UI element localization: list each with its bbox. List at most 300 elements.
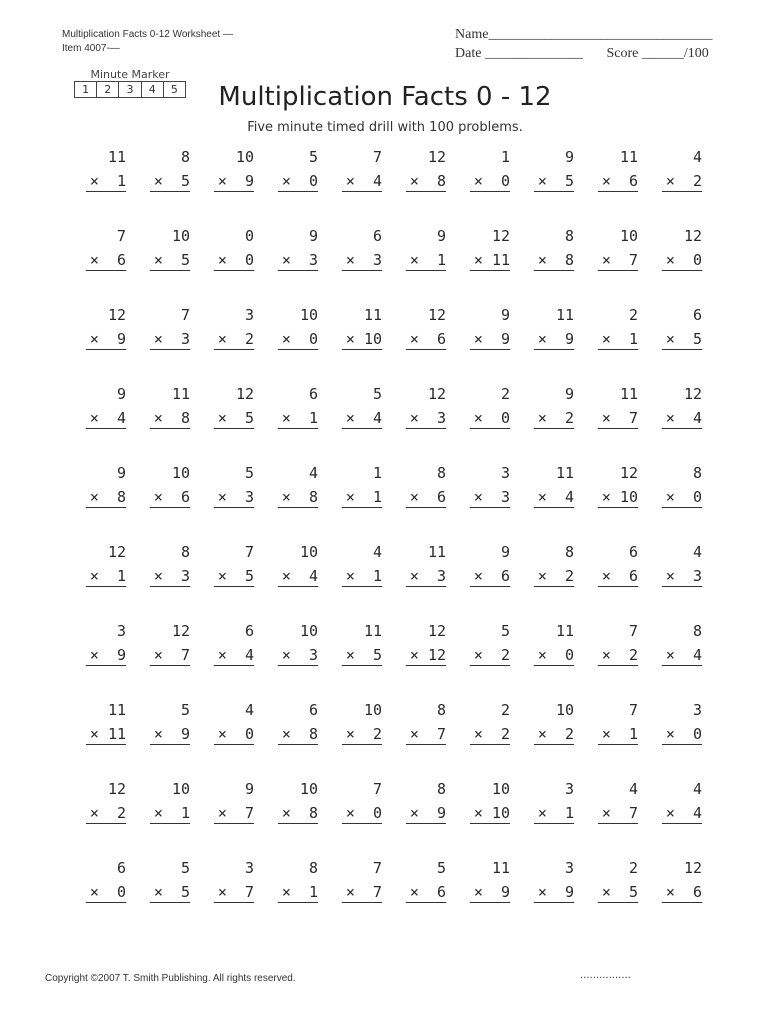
problem: [450, 225, 514, 304]
problem: [130, 462, 194, 541]
minute-marker-label: Minute Marker: [90, 68, 170, 81]
multiplier-value: 6: [628, 567, 638, 585]
multiplier-value: 8: [436, 172, 446, 190]
multiplier: [470, 330, 510, 350]
problem: [258, 541, 322, 620]
multiplicand: 6: [116, 859, 126, 877]
multiplicand: 8: [436, 464, 446, 482]
problem: [66, 778, 130, 857]
multiplier: [406, 883, 446, 903]
problem: [130, 857, 194, 936]
problem: [322, 699, 386, 778]
problem: [130, 225, 194, 304]
multiplier: [662, 804, 702, 824]
multiplicand: 5: [308, 148, 318, 166]
problem: [258, 778, 322, 857]
multiplier-value: 9: [564, 330, 574, 348]
multiplicand: 12: [683, 227, 702, 245]
times-symbol: ×: [153, 646, 163, 664]
multiplier: [406, 725, 446, 745]
times-symbol: ×: [217, 330, 227, 348]
multiplicand: 11: [619, 385, 638, 403]
times-symbol: ×: [409, 409, 419, 427]
times-symbol: ×: [217, 804, 227, 822]
multiplier: [150, 251, 190, 271]
multiplier: [278, 725, 318, 745]
multiplicand: 12: [427, 622, 446, 640]
multiplicand: 8: [180, 148, 190, 166]
multiplier-value: 3: [180, 567, 190, 585]
worksheet-title-line: Multiplication Facts 0-12 Worksheet —: [62, 29, 233, 40]
multiplier-value: 9: [116, 330, 126, 348]
multiplier: [150, 488, 190, 508]
multiplicand: 10: [299, 543, 318, 561]
problem: [642, 383, 706, 462]
multiplier: [278, 172, 318, 192]
times-symbol: ×: [153, 725, 163, 743]
multiplicand: 11: [171, 385, 190, 403]
multiplier: [406, 172, 446, 192]
times-symbol: ×: [281, 330, 291, 348]
times-symbol: ×: [665, 567, 675, 585]
times-symbol: ×: [153, 488, 163, 506]
multiplicand: 1: [372, 464, 382, 482]
times-symbol: ×: [473, 567, 483, 585]
problem: [578, 304, 642, 383]
problem: [258, 620, 322, 699]
problem: [386, 462, 450, 541]
times-symbol: ×: [409, 251, 419, 269]
multiplier: [342, 804, 382, 824]
multiplicand: 12: [107, 780, 126, 798]
multiplier-value: 3: [372, 251, 382, 269]
problem-row: [66, 620, 706, 699]
multiplicand: 6: [372, 227, 382, 245]
multiplicand: 3: [244, 306, 254, 324]
times-symbol: ×: [217, 409, 227, 427]
times-symbol: ×: [89, 646, 99, 664]
problem: [578, 462, 642, 541]
times-symbol: ×: [409, 172, 419, 190]
multiplicand: 5: [244, 464, 254, 482]
name-field[interactable]: ________________________________: [488, 27, 713, 42]
problem: [194, 383, 258, 462]
multiplier-value: 3: [308, 251, 318, 269]
times-symbol: ×: [153, 330, 163, 348]
times-symbol: ×: [537, 725, 547, 743]
multiplier-value: 7: [628, 409, 638, 427]
times-symbol: ×: [217, 883, 227, 901]
date-field[interactable]: ______________: [484, 46, 583, 61]
multiplicand: 11: [491, 859, 510, 877]
minute-box-1[interactable]: 1: [75, 82, 97, 97]
times-symbol: ×: [281, 804, 291, 822]
multiplier-value: 2: [564, 409, 574, 427]
multiplier: [214, 172, 254, 192]
page-title: Multiplication Facts 0 - 12: [218, 82, 552, 112]
multiplier: [534, 409, 574, 429]
multiplier: [86, 567, 126, 587]
multiplier-value: 3: [180, 330, 190, 348]
multiplier-value: 1: [308, 883, 318, 901]
multiplier: [598, 251, 638, 271]
problem: [578, 699, 642, 778]
times-symbol: ×: [665, 488, 675, 506]
problem: [322, 225, 386, 304]
multiplicand: 7: [244, 543, 254, 561]
problem: [642, 304, 706, 383]
times-symbol: ×: [217, 567, 227, 585]
times-symbol: ×: [473, 646, 483, 664]
multiplicand: 10: [619, 227, 638, 245]
problem: [386, 620, 450, 699]
multiplier-value: 9: [244, 172, 254, 190]
multiplicand: 12: [107, 306, 126, 324]
problem: [322, 462, 386, 541]
multiplier: [214, 409, 254, 429]
multiplicand: 5: [180, 859, 190, 877]
multiplicand: 7: [628, 622, 638, 640]
multiplier-value: 6: [628, 172, 638, 190]
multiplier: [662, 725, 702, 745]
multiplicand: 5: [180, 701, 190, 719]
times-symbol: ×: [665, 330, 675, 348]
multiplier: [150, 567, 190, 587]
multiplier: [214, 725, 254, 745]
multiplier-value: 4: [564, 488, 574, 506]
problem: [514, 620, 578, 699]
problem: [258, 225, 322, 304]
multiplicand: 6: [244, 622, 254, 640]
multiplier: [534, 725, 574, 745]
problem-row: [66, 383, 706, 462]
multiplier: [662, 488, 702, 508]
multiplicand: 6: [308, 385, 318, 403]
multiplier-value: 0: [500, 409, 510, 427]
times-symbol: ×: [217, 251, 227, 269]
problem: [642, 541, 706, 620]
times-symbol: ×: [537, 883, 547, 901]
times-symbol: ×: [537, 488, 547, 506]
multiplicand: 10: [171, 780, 190, 798]
multiplier-value: 9: [500, 883, 510, 901]
times-symbol: ×: [281, 409, 291, 427]
problem: [642, 699, 706, 778]
multiplier: [470, 172, 510, 192]
multiplicand: 2: [628, 859, 638, 877]
problem: [450, 541, 514, 620]
times-symbol: ×: [473, 725, 483, 743]
multiplicand: 3: [692, 701, 702, 719]
problem: [194, 699, 258, 778]
multiplicand: 12: [427, 385, 446, 403]
times-symbol: ×: [537, 646, 547, 664]
problem: [514, 146, 578, 225]
multiplier: [342, 488, 382, 508]
problem: [194, 146, 258, 225]
multiplier: [470, 883, 510, 903]
multiplier-value: 5: [180, 251, 190, 269]
times-symbol: ×: [409, 725, 419, 743]
problem: [130, 620, 194, 699]
multiplicand: 10: [171, 227, 190, 245]
times-symbol: ×: [153, 567, 163, 585]
score-field[interactable]: ______/100: [641, 46, 709, 61]
times-symbol: ×: [601, 409, 611, 427]
minute-box-3[interactable]: 3: [119, 82, 141, 97]
multiplicand: 9: [116, 385, 126, 403]
multiplier-value: 4: [692, 409, 702, 427]
times-symbol: ×: [89, 488, 99, 506]
times-symbol: ×: [473, 330, 483, 348]
problem: [578, 146, 642, 225]
multiplier: [86, 804, 126, 824]
problem: [578, 225, 642, 304]
times-symbol: ×: [601, 646, 611, 664]
multiplier-value: 5: [180, 883, 190, 901]
times-symbol: ×: [153, 883, 163, 901]
multiplier: [342, 251, 382, 271]
multiplicand: 4: [372, 543, 382, 561]
times-symbol: ×: [89, 251, 99, 269]
times-symbol: ×: [281, 646, 291, 664]
problem: [194, 620, 258, 699]
times-symbol: ×: [89, 330, 99, 348]
times-symbol: ×: [473, 409, 483, 427]
multiplicand: 10: [171, 464, 190, 482]
multiplicand: 1: [500, 148, 510, 166]
problem: [514, 462, 578, 541]
multiplier-value: 1: [308, 409, 318, 427]
problem: [642, 857, 706, 936]
multiplier: [86, 883, 126, 903]
times-symbol: ×: [345, 567, 355, 585]
multiplier: [662, 567, 702, 587]
times-symbol: ×: [89, 804, 99, 822]
problem: [450, 462, 514, 541]
multiplicand: 11: [363, 306, 382, 324]
multiplier-value: 5: [692, 330, 702, 348]
multiplicand: 8: [180, 543, 190, 561]
multiplier-value: 2: [372, 725, 382, 743]
multiplier: [278, 409, 318, 429]
multiplicand: 3: [244, 859, 254, 877]
multiplier: [406, 567, 446, 587]
multiplicand: 12: [107, 543, 126, 561]
problem: [514, 699, 578, 778]
multiplicand: 5: [500, 622, 510, 640]
multiplicand: 12: [427, 148, 446, 166]
times-symbol: ×: [601, 883, 611, 901]
multiplier-value: 9: [564, 883, 574, 901]
problem: [578, 383, 642, 462]
multiplier: [534, 567, 574, 587]
multiplier: [662, 646, 702, 666]
multiplier: [278, 488, 318, 508]
multiplier: [150, 409, 190, 429]
multiplicand: 11: [107, 701, 126, 719]
multiplier: [534, 883, 574, 903]
multiplier-value: 9: [116, 646, 126, 664]
multiplier: [598, 172, 638, 192]
multiplier-value: 9: [500, 330, 510, 348]
minute-box-5[interactable]: 5: [170, 83, 178, 96]
multiplicand: 4: [244, 701, 254, 719]
times-symbol: ×: [281, 488, 291, 506]
multiplier-value: 0: [692, 251, 702, 269]
multiplicand: 8: [564, 543, 574, 561]
problem: [130, 541, 194, 620]
multiplier-value: 0: [308, 330, 318, 348]
multiplier-value: 2: [244, 330, 254, 348]
times-symbol: ×: [601, 172, 611, 190]
multiplier-value: 2: [500, 646, 510, 664]
multiplier: [662, 330, 702, 350]
problem: [386, 146, 450, 225]
multiplicand: 11: [555, 306, 574, 324]
problem: [514, 778, 578, 857]
problem: [514, 225, 578, 304]
multiplier: [534, 330, 574, 350]
multiplicand: 6: [628, 543, 638, 561]
times-symbol: ×: [345, 488, 355, 506]
problem: [514, 541, 578, 620]
multiplicand: 8: [692, 622, 702, 640]
problem: [322, 778, 386, 857]
times-symbol: ×: [665, 172, 675, 190]
multiplier-value: 8: [308, 488, 318, 506]
multiplicand: 0: [244, 227, 254, 245]
times-symbol: ×: [409, 330, 419, 348]
multiplier: [470, 804, 510, 824]
multiplicand: 10: [363, 701, 382, 719]
times-symbol: ×: [665, 804, 675, 822]
date-score-row: [455, 44, 712, 63]
times-symbol: ×: [281, 567, 291, 585]
multiplier-value: 1: [372, 488, 382, 506]
multiplier-value: 5: [372, 646, 382, 664]
problem-row: [66, 699, 706, 778]
multiplier: [470, 646, 510, 666]
problem: [386, 383, 450, 462]
multiplier-value: 0: [500, 172, 510, 190]
multiplier: [150, 646, 190, 666]
problem: [194, 857, 258, 936]
multiplier: [342, 567, 382, 587]
multiplicand: 4: [692, 780, 702, 798]
multiplier-value: 8: [564, 251, 574, 269]
multiplier: [470, 488, 510, 508]
multiplicand: 7: [628, 701, 638, 719]
date-label: Date: [455, 46, 482, 61]
times-symbol: ×: [345, 172, 355, 190]
problem-row: [66, 146, 706, 225]
times-symbol: ×: [601, 567, 611, 585]
multiplicand: 4: [308, 464, 318, 482]
multiplicand: 6: [692, 306, 702, 324]
student-info: [455, 25, 712, 63]
multiplier: [86, 488, 126, 508]
multiplier: [406, 804, 446, 824]
multiplier-value: 0: [116, 883, 126, 901]
problem: [130, 778, 194, 857]
multiplier-value: 1: [116, 172, 126, 190]
multiplier: [534, 172, 574, 192]
problem: [322, 304, 386, 383]
problem: [258, 857, 322, 936]
problem: [258, 699, 322, 778]
multiplier: [214, 567, 254, 587]
problem: [66, 620, 130, 699]
multiplier-value: 10: [491, 804, 510, 822]
multiplier-value: 4: [372, 409, 382, 427]
times-symbol: ×: [89, 567, 99, 585]
multiplier: [662, 409, 702, 429]
multiplier-value: 4: [116, 409, 126, 427]
multiplier: [598, 567, 638, 587]
multiplier: [470, 725, 510, 745]
multiplicand: 8: [692, 464, 702, 482]
times-symbol: ×: [473, 251, 483, 269]
problem: [194, 541, 258, 620]
multiplier-value: 3: [500, 488, 510, 506]
problem: [514, 383, 578, 462]
times-symbol: ×: [89, 883, 99, 901]
multiplier-value: 8: [308, 725, 318, 743]
multiplier-value: 7: [628, 251, 638, 269]
times-symbol: ×: [409, 804, 419, 822]
multiplicand: 10: [299, 622, 318, 640]
times-symbol: ×: [281, 172, 291, 190]
multiplier: [598, 330, 638, 350]
times-symbol: ×: [537, 330, 547, 348]
problem: [258, 462, 322, 541]
multiplier: [598, 488, 638, 508]
multiplier-value: 0: [692, 725, 702, 743]
problem: [578, 857, 642, 936]
multiplier: [278, 330, 318, 350]
multiplier-value: 0: [244, 725, 254, 743]
multiplier-value: 3: [244, 488, 254, 506]
multiplicand: 12: [427, 306, 446, 324]
multiplier-value: 5: [180, 172, 190, 190]
multiplier: [598, 804, 638, 824]
times-symbol: ×: [473, 172, 483, 190]
multiplier-value: 4: [372, 172, 382, 190]
times-symbol: ×: [601, 330, 611, 348]
times-symbol: ×: [281, 883, 291, 901]
problem: [322, 541, 386, 620]
multiplier-value: 5: [244, 567, 254, 585]
minute-box-4[interactable]: 4: [142, 82, 164, 97]
times-symbol: ×: [601, 488, 611, 506]
multiplier: [662, 251, 702, 271]
multiplicand: 8: [436, 701, 446, 719]
multiplicand: 12: [235, 385, 254, 403]
multiplier-value: 1: [628, 330, 638, 348]
multiplier: [406, 488, 446, 508]
multiplier: [406, 251, 446, 271]
minute-box-2[interactable]: 2: [97, 82, 119, 97]
multiplier: [342, 883, 382, 903]
multiplier: [214, 251, 254, 271]
problem: [66, 304, 130, 383]
name-label: Name: [455, 27, 489, 42]
times-symbol: ×: [153, 251, 163, 269]
multiplicand: 7: [180, 306, 190, 324]
multiplier: [470, 251, 510, 271]
multiplier: [150, 804, 190, 824]
